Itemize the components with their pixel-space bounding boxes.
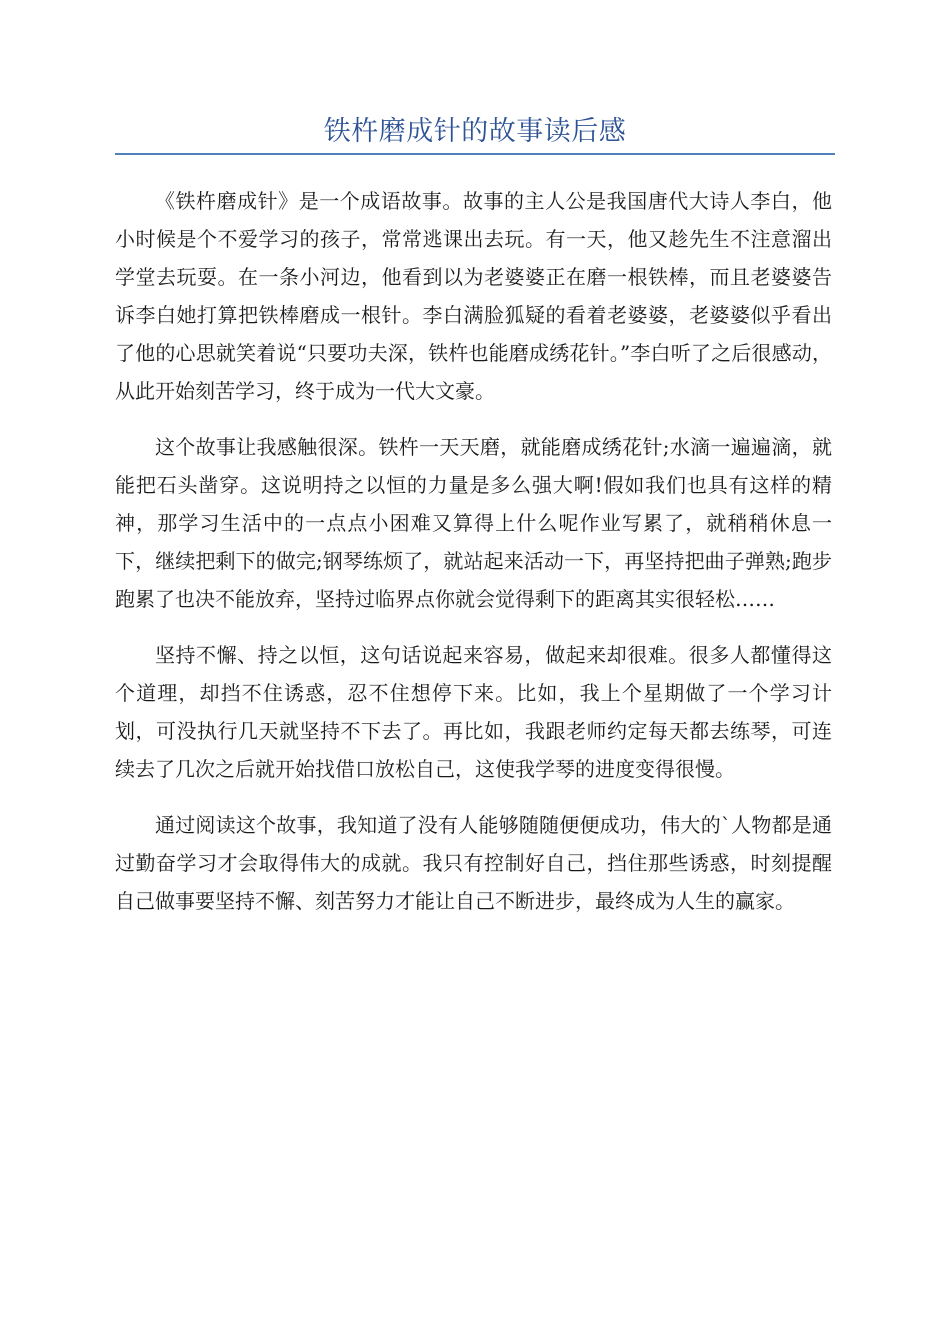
title-underline [115, 153, 835, 155]
paragraph-1: 《铁杵磨成针》是一个成语故事。故事的主人公是我国唐代大诗人李白，他小时候是个不爱学习的孩子，常常逃课出去玩。有一天，他又趁先生不注意溜出学堂去玩耍。在一条小河边，他看到以为老婆婆正在磨一根铁棒，而且老婆婆告诉李白她打算把铁棒磨成一根针。李白满脸狐疑的看着老婆婆，老婆婆似乎看出了他的心思就笑着说“只要功夫深，铁杵也能磨成绣花针。”李白听了之后很感动，从此开始刻苦学习，终于成为一代大文豪。 [115, 189, 832, 403]
paragraph-3: 坚持不懈、持之以恒，这句话说起来容易，做起来却很难。很多人都懂得这个道理，却挡不住诱惑，忍不住想停下来。比如，我上个星期做了一个学习计划，可没执行几天就坚持不下去了。再比如，我跟老师约定每天都去练琴，可连续去了几次之后就开始找借口放松自己，这使我学琴的进度变得很慢。 [115, 643, 832, 781]
document-body [115, 182, 832, 938]
paragraph-4: 通过阅读这个故事，我知道了没有人能够随随便便成功，伟大的`人物都是通过勤奋学习才会取得伟大的成就。我只有控制好自己，挡住那些诱惑，时刻提醒自己做事要坚持不懈、刻苦努力才能让自己不断进步，最终成为人生的赢家。 [115, 813, 832, 913]
document-title: 铁杵磨成针的故事读后感 [323, 116, 627, 147]
paragraph-2: 这个故事让我感触很深。铁杵一天天磨，就能磨成绣花针;水滴一遍遍滴，就能把石头凿穿。这说明持之以恒的力量是多么强大啊!假如我们也具有这样的精神，那学习生活中的一点点小困难又算得上什么呢作业写累了，就稍稍休息一下，继续把剩下的做完;钢琴练烦了，就站起来活动一下，再坚持把曲子弹熟;跑步跑累了也决不能放弃，坚持过临界点你就会觉得剩下的距离其实很轻松…… [115, 435, 832, 611]
